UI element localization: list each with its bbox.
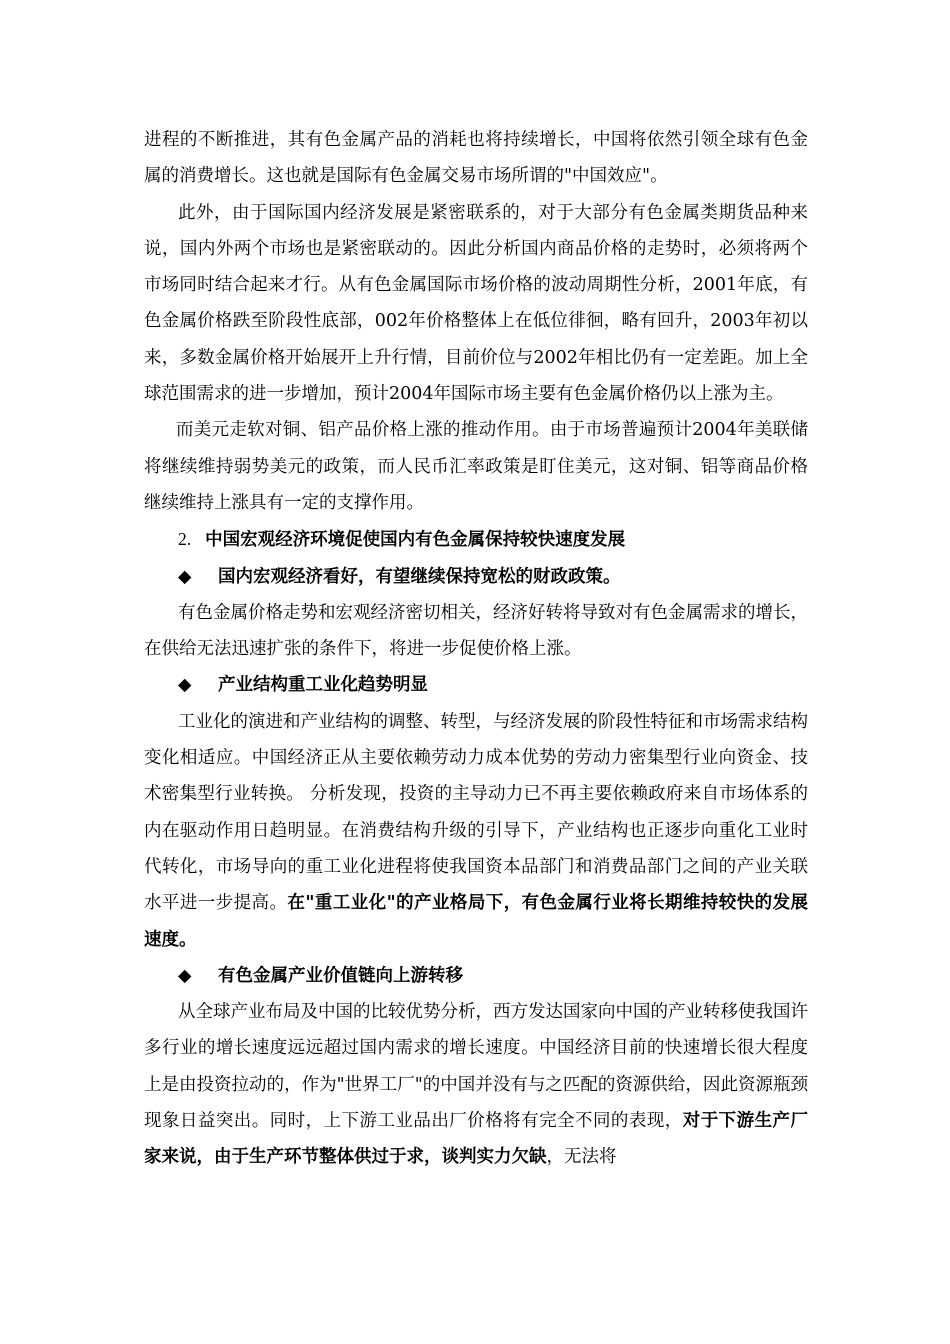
paragraph-emphasis: 对于下游生产厂家来说，由于生产环节整体供过于求，谈判实力欠缺 [144, 1111, 808, 1168]
bullet-title: 产业结构重工业化趋势明显 [218, 675, 428, 696]
paragraph-text: 从全球产业布局及中国的比较优势分析，西方发达国家向中国的产业转移使我国许多行业的增长速度远远超过国内需求的增长速度。中国经济目前的快速增长很大程度上是由投资拉动的，作为"世界工厂"的中国并没有与之匹配的资源供给，因此资源瓶颈现象日益突出。同时，上下游工业品出厂价格将有完全不同的表现， [144, 1002, 808, 1132]
bullet-heading-macro [144, 559, 808, 595]
paragraph-value-chain [144, 994, 808, 1175]
diamond-bullet-icon: ◆ [178, 965, 192, 986]
paragraph-international-markets: 此外，由于国际国内经济发展是紧密联系的，对于大部分有色金属类期货品种来说，国内外两个市场也是紧密联动的。因此分析国内商品价格的走势时，必须将两个市场同时结合起来才行。从有色金属国际市场价格的波动周期性分析，2001年底，有色金属价格跌至阶段性底部，002年价格整体上在低位徘徊，略有回升，2003年初以来，多数金属价格开始展开上升行情，目前价位与2002年相比仍有一定差距。加上全球范围需求的进一步增加，预计2004年国际市场主要有色金属价格仍以上涨为主。 [144, 202, 808, 405]
paragraph-usd-weakness: 而美元走软对铜、铝产品价格上涨的推动作用。由于市场普遍预计2004年美联储将继续维持弱势美元的政策，而人民币汇率政策是盯住美元，这对铜、铝等商品价格继续维持上涨具有一定的支撑作用。 [144, 420, 808, 513]
diamond-bullet-icon: ◆ [178, 566, 192, 587]
paragraph-industrialization [144, 704, 808, 958]
bullet-title: 有色金属产业价值链向上游转移 [218, 965, 463, 986]
diamond-bullet-icon: ◆ [178, 675, 192, 696]
paragraph-macro-economy: 有色金属价格走势和宏观经济密切相关，经济好转将导致对有色金属需求的增长，在供给无法迅速扩张的条件下，将进一步促使价格上涨。 [144, 602, 808, 660]
bullet-title: 国内宏观经济看好，有望继续保持宽松的财政政策。 [218, 566, 621, 587]
section-number: 2. [178, 529, 192, 550]
bullet-heading-heavy-industry [144, 667, 808, 703]
document-page [144, 122, 808, 1176]
bullet-heading-value-chain [144, 958, 808, 994]
section-title: 中国宏观经济环境促使国内有色金属保持较快速度发展 [205, 530, 626, 551]
paragraph-tail: ，无法将 [546, 1147, 617, 1168]
section-heading-2 [144, 521, 808, 558]
paragraph-china-effect: 进程的不断推进，其有色金属产品的消耗也将持续增长，中国将依然引领全球有色金属的消费增长。这也就是国际有色金属交易市场所谓的"中国效应"。 [144, 130, 808, 187]
paragraph-text: 工业化的演进和产业结构的调整、转型，与经济发展的阶段性特征和市场需求结构变化相适应。中国经济正从主要依赖劳动力成本优势的劳动力密集型行业向资金、技术密集型行业转换。 分析发现，投资的主导动力已不再主要依赖政府来自市场体系的内在驱动作用日趋明显。在消费结构升级的引导下，产业结构也正逐步向重化工业时代转化，市场导向的重工业化进程将使我国资本品部门和消费品部门之间的产业关联水平进一步提高。 [144, 711, 808, 914]
paragraph-emphasis: 在"重工业化"的产业格局下，有色金属行业将长期维持较快的发展速度。 [144, 893, 809, 950]
